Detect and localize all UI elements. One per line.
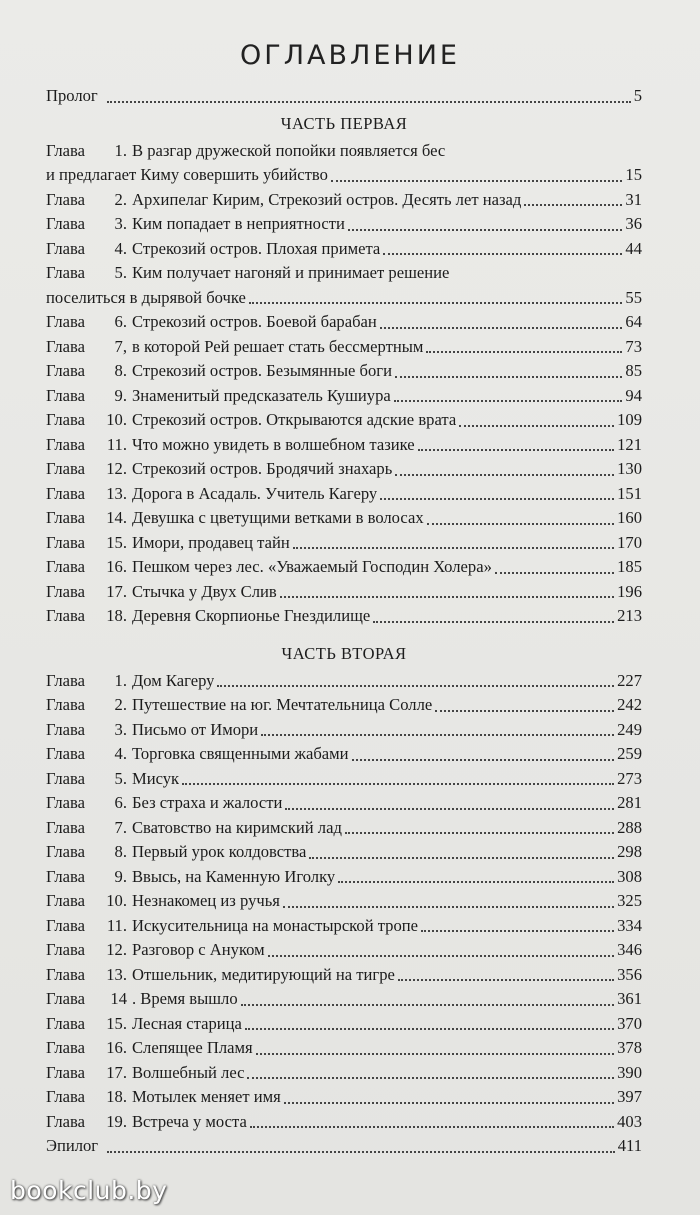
chapter-number: 5. [114,263,127,282]
chapter-title: Мотылек меняет имя [131,1087,281,1106]
leader-dots [309,856,614,859]
toc-chapter-row[interactable] [46,1012,642,1037]
chapter-number: 12. [106,940,127,959]
chapter-number: 1. [114,140,127,160]
page-number: 370 [617,1013,642,1033]
chapter-title: Разговор с Ануком [131,940,265,959]
chapter-label: Глава [46,719,85,739]
toc-chapter-row[interactable] [46,938,642,963]
toc-chapter-row[interactable] [46,457,642,482]
toc-chapter-row[interactable] [46,433,642,458]
table-of-contents [46,84,642,1159]
toc-chapter-row[interactable] [46,310,642,335]
chapter-title: Первый урок колдовства [131,842,307,861]
leader-dots [245,1027,614,1030]
chapter-number: 18. [106,1087,127,1106]
chapter-number: 5. [114,768,127,788]
chapter-label: Глава [46,744,85,763]
leader-dots [182,782,614,785]
leader-dots [495,571,614,574]
chapter-title: Деревня Скорпионье Гнездилище [131,606,371,625]
chapter-number: 15. [106,532,127,552]
chapter-title: Имори, продавец тайн [131,532,290,552]
page-number: 334 [617,915,642,935]
chapter-label: Глава [46,263,85,282]
page-number: 36 [625,214,642,233]
epilogue-label: Эпилог [46,1136,99,1155]
toc-chapter-row[interactable] [46,359,642,384]
chapter-label: Глава [46,989,85,1008]
page-number: 361 [617,989,642,1008]
chapter-number: 2. [114,695,127,714]
leader-dots [107,100,631,103]
leader-dots [250,1125,614,1128]
chapter-label: Глава [46,842,85,861]
chapter-label: Глава [46,581,85,601]
chapter-title-continuation: поселиться в дырявой бочке [46,287,246,307]
chapter-label: Глава [46,459,85,478]
chapter-number: 14 [110,989,127,1008]
page-number: 281 [617,793,642,812]
page-number: 15 [625,165,642,184]
leader-dots [398,978,614,981]
leader-dots [217,684,614,687]
toc-chapter-row[interactable] [46,212,642,237]
chapter-number: 6. [114,793,127,812]
chapter-title: Без страха и жалости [131,793,283,812]
toc-chapter-row[interactable] [46,408,642,433]
leader-dots [395,375,622,378]
toc-chapter-row[interactable] [46,1085,642,1110]
chapter-number: 14. [106,508,127,527]
chapter-number: 6. [114,312,127,331]
chapter-title: Стрекозий остров. Бродячий знахарь [131,459,393,478]
page-number: 411 [617,1136,642,1155]
chapter-label: Глава [46,1087,85,1106]
leader-dots [256,1052,614,1055]
leader-dots [352,758,615,761]
leader-dots [418,448,614,451]
page-number: 288 [617,817,642,837]
chapter-label: Глава [46,532,85,552]
leader-dots [395,473,614,476]
chapter-label: Глава [46,1111,85,1131]
chapter-title: Стрекозий остров. Открываются адские врата [131,410,457,429]
chapter-label: Глава [46,817,85,837]
chapter-label: Глава [46,964,85,984]
chapter-number: 8. [114,361,127,380]
chapter-label: Глава [46,508,85,527]
chapter-number: 4. [114,238,127,258]
chapter-label: Глава [46,385,85,405]
page-number: 85 [625,361,642,380]
chapter-title: Волшебный лес [131,1062,245,1082]
chapter-title: Дом Кагеру [131,670,215,690]
toc-chapter-row[interactable] [46,163,642,188]
chapter-label: Глава [46,361,85,380]
chapter-label: Глава [46,214,85,233]
chapter-number: 7, [114,336,127,356]
page-number: 227 [617,670,642,690]
page-number: 55 [625,287,642,307]
chapter-title: Отшельник, медитирующий на тигре [131,964,395,984]
chapter-number: 17. [106,581,127,601]
part-two-chapter-list [46,669,642,1135]
site-watermark: bookclub.by [10,1176,168,1205]
toc-chapter-line[interactable] [46,261,642,286]
chapter-number: 7. [114,817,127,837]
chapter-label: Глава [46,1062,85,1082]
page-number: 346 [617,940,642,959]
toc-prologue[interactable] [46,84,642,109]
toc-chapter-row[interactable] [46,791,642,816]
chapter-number: 19. [106,1111,127,1131]
leader-dots [293,546,614,549]
chapter-number: 3. [114,214,127,233]
chapter-number: 3. [114,719,127,739]
page-number: 185 [617,557,642,576]
toc-chapter-row[interactable] [46,188,642,213]
chapter-label: Глава [46,189,85,209]
chapter-number: 18. [106,606,127,625]
chapter-label: Глава [46,768,85,788]
chapter-label: Глава [46,312,85,331]
toc-chapter-row[interactable] [46,816,642,841]
page-number: 325 [617,891,642,910]
page-number: 130 [617,459,642,478]
page-number: 44 [625,238,642,258]
chapter-label: Глава [46,1013,85,1033]
chapter-title: Ким попадает в неприятности [131,214,345,233]
toc-chapter-row[interactable] [46,531,642,556]
page-number: 242 [617,695,642,714]
chapter-title: Пешком через лес. «Уважаемый Господин Холера» [131,557,492,576]
toc-chapter-row[interactable] [46,669,642,694]
leader-dots [380,326,623,329]
chapter-title: Незнакомец из ручья [131,891,280,910]
page-number: 259 [617,744,642,763]
chapter-title: Ввысь, на Каменную Иголку [131,866,336,886]
chapter-label: Глава [46,891,85,910]
toc-chapter-row[interactable] [46,693,642,718]
leader-dots [427,522,614,525]
chapter-title: Письмо от Имори [131,719,259,739]
chapter-label: Глава [46,140,85,160]
page-number: 160 [617,508,642,527]
toc-chapter-row[interactable] [46,987,642,1012]
chapter-number: 11. [106,434,127,454]
toc-chapter-row[interactable] [46,506,642,531]
chapter-number: 12. [106,459,127,478]
page-number: 308 [617,866,642,886]
chapter-title: Знаменитый предсказатель Кушиура [131,385,391,405]
chapter-number: 2. [114,189,127,209]
toc-chapter-row[interactable] [46,767,642,792]
page-number: 31 [625,189,642,209]
page-number: 298 [617,842,642,861]
toc-chapter-row[interactable] [46,335,642,360]
chapter-title: Встреча у моста [131,1111,247,1131]
chapter-number: 1. [114,670,127,690]
leader-dots [280,595,614,598]
toc-chapter-row[interactable] [46,580,642,605]
chapter-number: 4. [114,744,127,763]
toc-epilogue[interactable] [46,1134,642,1159]
chapter-label: Глава [46,940,85,959]
toc-chapter-row[interactable] [46,865,642,890]
chapter-label: Глава [46,1038,85,1057]
page-number: 213 [617,606,642,625]
chapter-number: 10. [106,410,127,429]
leader-dots [241,1003,614,1006]
page-number: 403 [617,1111,642,1131]
leader-dots [107,1150,615,1153]
chapter-title: Слепящее Пламя [131,1038,253,1057]
chapter-number: 15. [106,1013,127,1033]
leader-dots [383,252,622,255]
leader-dots [459,424,614,427]
toc-chapter-row[interactable] [46,1110,642,1135]
toc-chapter-row[interactable] [46,1036,642,1061]
prologue-label: Пролог [46,86,98,105]
chapter-number: 16. [106,557,127,576]
page-number: 378 [617,1038,642,1057]
chapter-label: Глава [46,670,85,690]
toc-chapter-row[interactable] [46,718,642,743]
leader-dots [283,905,614,908]
chapter-number: 10. [106,891,127,910]
page-number: 273 [617,768,642,788]
toc-chapter-row[interactable] [46,482,642,507]
toc-chapter-row[interactable] [46,237,642,262]
leader-dots [247,1076,614,1079]
chapter-label: Глава [46,695,85,714]
chapter-title-continuation: и предлагает Киму совершить убийство [46,165,328,184]
page-number: 109 [617,410,642,429]
leader-dots [348,228,623,231]
part-two-heading: ЧАСТЬ ВТОРАЯ [281,643,407,663]
page-number: 390 [617,1062,642,1082]
toc-chapter-row[interactable] [46,963,642,988]
chapter-title: Мисук [131,768,180,788]
chapter-label: Глава [46,606,85,625]
leader-dots [524,203,622,206]
leader-dots [249,301,623,304]
part-one-chapter-list [46,139,642,629]
leader-dots [285,807,614,810]
chapter-number: 17. [106,1062,127,1082]
chapter-number: 11. [106,915,127,935]
chapter-label: Глава [46,336,85,356]
page-number: 249 [617,719,642,739]
toc-chapter-row[interactable] [46,286,642,311]
toc-chapter-row[interactable] [46,555,642,580]
leader-dots [426,350,622,353]
page-number: 94 [625,385,642,405]
chapter-title: Что можно увидеть в волшебном тазике [131,434,415,454]
toc-chapter-row[interactable] [46,840,642,865]
chapter-number: 9. [114,866,127,886]
leader-dots [338,880,614,883]
chapter-label: Глава [46,238,85,258]
chapter-title: Стычка у Двух Слив [131,581,277,601]
chapter-number: 16. [106,1038,127,1057]
chapter-title: Архипелаг Кирим, Стрекозий остров. Десять лет назад [131,189,522,209]
chapter-title: Стрекозий остров. Безымянные боги [131,361,392,380]
chapter-label: Глава [46,483,85,503]
chapter-title: Ким получает нагоняй и принимает решение [131,263,450,282]
chapter-label: Глава [46,866,85,886]
leader-dots [380,497,614,500]
chapter-label: Глава [46,434,85,454]
leader-dots [394,399,623,402]
chapter-title: Сватовство на киримский лад [131,817,342,837]
leader-dots [435,709,614,712]
page-number: 64 [625,312,642,331]
leader-dots [268,954,614,957]
toc-chapter-line[interactable] [46,139,642,164]
chapter-title: в которой Рей решает стать бессмертным [131,336,424,356]
toc-chapter-row[interactable] [46,889,642,914]
chapter-number: 8. [114,842,127,861]
page-title: ОГЛАВЛЕНИЕ [240,40,460,71]
page-number: 356 [617,964,642,984]
chapter-title: Девушка с цветущими ветками в волосах [131,508,424,527]
part-one-heading: ЧАСТЬ ПЕРВАЯ [280,113,408,133]
leader-dots [331,179,623,182]
leader-dots [421,929,614,932]
chapter-title: Лесная старица [131,1013,242,1033]
chapter-label: Глава [46,793,85,812]
chapter-title: Торговка священными жабами [131,744,349,763]
page-number: 5 [633,86,642,105]
toc-chapter-row[interactable] [46,604,642,629]
page-number: 151 [617,483,642,503]
leader-dots [261,733,614,736]
toc-chapter-row[interactable] [46,914,642,939]
page-number: 170 [617,532,642,552]
chapter-title: Путешествие на юг. Мечтательница Солле [131,695,433,714]
chapter-number: 9. [114,385,127,405]
leader-dots [284,1101,614,1104]
page-number: 121 [617,434,642,454]
chapter-label: Глава [46,915,85,935]
toc-chapter-row[interactable] [46,1061,642,1086]
chapter-title: Стрекозий остров. Боевой барабан [131,312,377,331]
toc-chapter-row[interactable] [46,384,642,409]
page-number: 196 [617,581,642,601]
chapter-number: 13. [106,483,127,503]
leader-dots [373,620,614,623]
toc-chapter-row[interactable] [46,742,642,767]
chapter-label: Глава [46,557,85,576]
leader-dots [345,831,614,834]
chapter-title: В разгар дружеской попойки появляется бес [131,140,446,160]
chapter-title: Стрекозий остров. Плохая примета [131,238,381,258]
chapter-label: Глава [46,410,85,429]
chapter-number: 13. [106,964,127,984]
chapter-title: Дорога в Асадаль. Учитель Кагеру [131,483,378,503]
chapter-title: Искусительница на монастырской тропе [131,915,419,935]
page-number: 73 [625,336,642,356]
chapter-title: . Время вышло [131,989,238,1008]
page-number: 397 [617,1087,642,1106]
